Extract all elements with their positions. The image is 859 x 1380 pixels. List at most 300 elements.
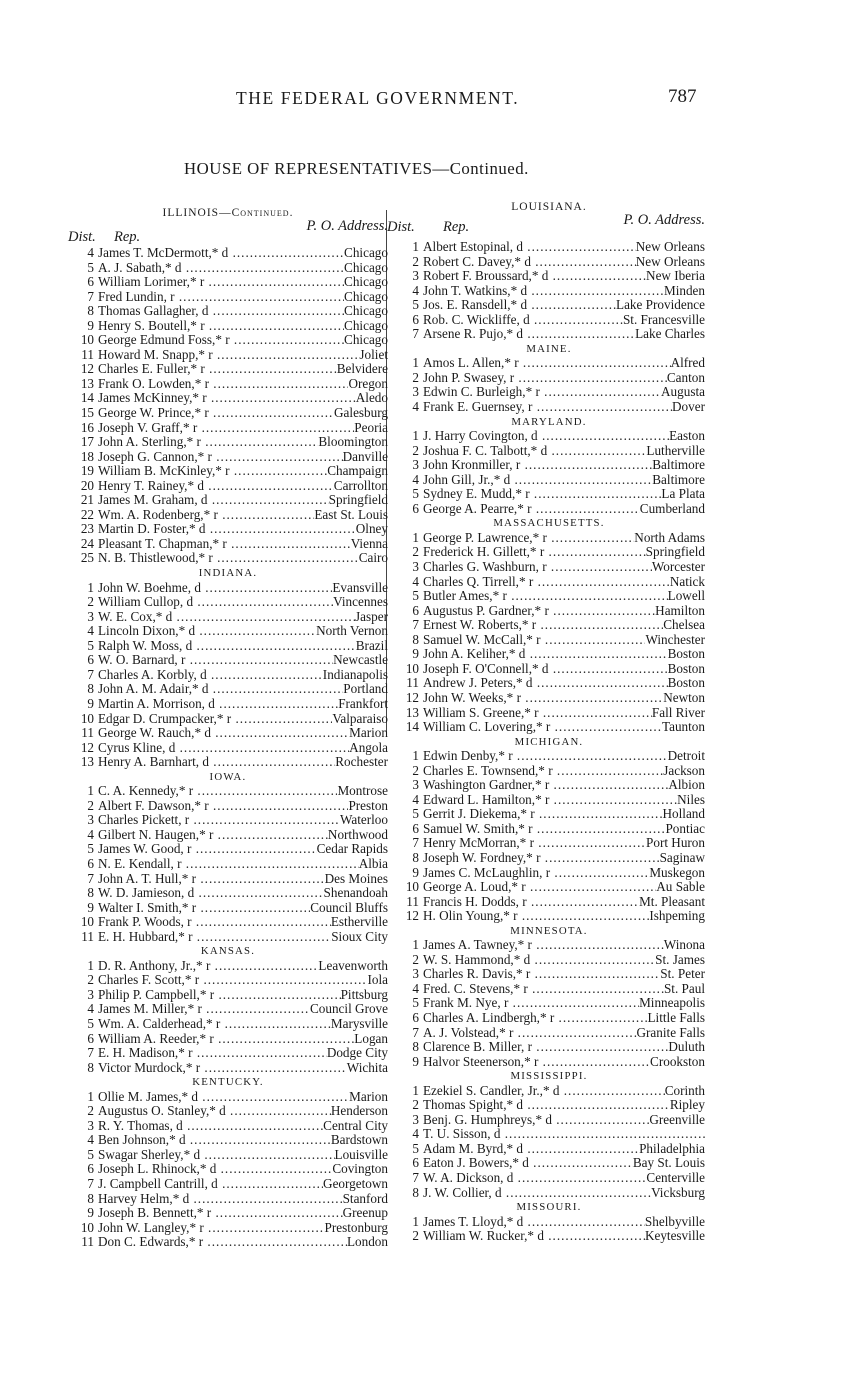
representative-name: J. Harry Covington, d ..... xyxy=(423,429,669,444)
post-office-address: Mt. Pleasant xyxy=(639,893,705,909)
representative-row xyxy=(393,1229,705,1244)
post-office-address: Carrollton xyxy=(333,477,388,493)
representative-row xyxy=(393,647,705,662)
district-number: 3 xyxy=(412,966,419,982)
district-number: 10 xyxy=(80,332,94,348)
district-number: 3 xyxy=(87,1117,94,1133)
district-number: 1 xyxy=(87,1088,94,1104)
post-office-address: Council Bluffs xyxy=(310,899,388,915)
district-number: 3 xyxy=(412,384,419,400)
district-number: 2 xyxy=(87,972,94,988)
representative-row xyxy=(393,618,705,633)
rep-header: Rep. xyxy=(114,229,141,245)
representative-row xyxy=(68,435,388,450)
representative-row xyxy=(68,813,388,828)
post-office-address: Springfield xyxy=(645,544,705,560)
representative-row xyxy=(393,793,705,808)
representative-name: Lincoln Dixon,* d ..... xyxy=(98,624,316,639)
district-number: 4 xyxy=(412,471,419,487)
representative-row xyxy=(68,333,388,348)
representative-row xyxy=(68,391,388,406)
representative-name: J. W. Collier, d ..... xyxy=(423,1186,651,1201)
district-number: 7 xyxy=(412,1024,419,1040)
district-number: 4 xyxy=(412,791,419,807)
district-number: 6 xyxy=(412,1009,419,1025)
representative-row xyxy=(68,668,388,683)
representative-name: John Kronmiller, r ..... xyxy=(423,458,652,473)
representative-row xyxy=(68,1162,388,1177)
district-number: 5 xyxy=(412,486,419,502)
representative-row xyxy=(393,560,705,575)
district-number: 5 xyxy=(412,995,419,1011)
district-number: 5 xyxy=(87,259,94,275)
representative-name: Arsene R. Pujo,* d ..... xyxy=(423,327,635,342)
post-office-address: Greenville xyxy=(649,1111,705,1127)
district-number: 6 xyxy=(87,1030,94,1046)
district-number: 11 xyxy=(81,346,94,362)
representative-name: E. H. Hubbard,* r ..... xyxy=(98,930,331,945)
post-office-address: St. Paul xyxy=(663,980,705,996)
representative-name: George W. Prince,* r ..... xyxy=(98,406,334,421)
post-office-address: Baltimore xyxy=(652,457,705,473)
representative-row xyxy=(68,988,388,1003)
post-office-address: Ripley xyxy=(669,1097,705,1113)
representative-row xyxy=(68,537,388,552)
post-office-address: St. Francesville xyxy=(622,311,705,327)
representative-row xyxy=(68,493,388,508)
post-office-address: Canton xyxy=(666,369,705,385)
district-number: 15 xyxy=(80,405,94,421)
state-heading: KENTUCKY. xyxy=(192,1076,264,1089)
district-number: 8 xyxy=(412,1184,419,1200)
district-number: 7 xyxy=(87,870,94,886)
post-office-address: Prestonburg xyxy=(324,1219,388,1235)
representative-name: Charles E. Townsend,* r ..... xyxy=(423,764,663,779)
district-number: 8 xyxy=(87,1190,94,1206)
post-office-address: Frankfort xyxy=(338,695,388,711)
representative-name: John W. Weeks,* r ..... xyxy=(423,691,663,706)
representative-name: William C. Lovering,* r ..... xyxy=(423,720,662,735)
representative-row xyxy=(68,639,388,654)
district-number: 2 xyxy=(87,797,94,813)
representative-name: Halvor Steenerson,* r ..... xyxy=(423,1055,650,1070)
state-heading: MINNESOTA. xyxy=(510,924,588,937)
post-office-address: Logan xyxy=(354,1030,388,1046)
post-office-address: North Vernon xyxy=(316,623,388,639)
district-number: 9 xyxy=(87,1205,94,1221)
post-office-address: Dodge City xyxy=(326,1045,388,1061)
representative-name: John W. Langley,* r ..... xyxy=(98,1221,325,1236)
address-header: P. O. Address. xyxy=(623,212,705,228)
district-number: 1 xyxy=(412,428,419,444)
post-office-address: Iola xyxy=(367,972,388,988)
representative-row xyxy=(68,1192,388,1207)
post-office-address: Galesburg xyxy=(334,405,388,421)
representative-row xyxy=(68,610,388,625)
district-number: 4 xyxy=(412,282,419,298)
district-number: 7 xyxy=(87,1176,94,1191)
district-number: 4 xyxy=(412,1126,419,1142)
representative-name: Ernest W. Roberts,* r ..... xyxy=(423,618,663,633)
representative-name: William Lorimer,* r ..... xyxy=(98,275,344,290)
post-office-address: Natick xyxy=(669,573,705,589)
representative-name: Charles R. Davis,* r ..... xyxy=(423,967,660,982)
representative-name: John W. Boehme, d ..... xyxy=(98,581,332,596)
representative-name: Gerrit J. Diekema,* r ..... xyxy=(423,807,663,822)
district-number: 6 xyxy=(87,855,94,871)
representative-name: Gilbert N. Haugen,* r ..... xyxy=(98,828,328,843)
representative-row xyxy=(393,356,705,371)
representative-name: Frank P. Woods, r ..... xyxy=(98,915,331,930)
post-office-address: Portland xyxy=(343,681,388,697)
representative-name: John A. M. Adair,* d ..... xyxy=(98,682,343,697)
representative-name: Jos. E. Ransdell,* d ..... xyxy=(423,298,616,313)
post-office-address: Lake Charles xyxy=(635,326,705,342)
representative-row xyxy=(393,895,705,910)
representative-name: Joseph L. Rhinock,* d ..... xyxy=(98,1162,332,1177)
representative-name: E. H. Madison,* r ..... xyxy=(98,1046,327,1061)
district-number: 2 xyxy=(412,1228,419,1244)
representative-name: Joseph W. Fordney,* r ..... xyxy=(423,851,660,866)
district-number: 10 xyxy=(80,710,94,726)
district-number: 3 xyxy=(412,559,419,575)
representative-row xyxy=(68,959,388,974)
representative-row xyxy=(393,545,705,560)
representative-row xyxy=(393,764,705,779)
district-number: 11 xyxy=(81,725,94,741)
representative-name: John Gill, Jr.,* d ..... xyxy=(423,473,652,488)
post-office-address: Alfred xyxy=(670,355,705,371)
post-office-address: Evansville xyxy=(332,579,388,595)
representative-row xyxy=(393,531,705,546)
representative-name: Martin D. Foster,* d ..... xyxy=(98,522,356,537)
post-office-address: Marysville xyxy=(330,1015,388,1031)
left-entries xyxy=(68,246,388,1250)
representative-name: W. S. Hammond,* d ..... xyxy=(423,953,655,968)
representative-row xyxy=(393,822,705,837)
post-office-address: Chicago xyxy=(344,288,388,304)
district-number: 5 xyxy=(87,1015,94,1031)
representative-name: H. Olin Young,* r ..... xyxy=(423,909,649,924)
post-office-address: Keytesville xyxy=(644,1228,705,1244)
representative-name: James W. Good, r ..... xyxy=(98,842,317,857)
post-office-address: Pittsburg xyxy=(340,986,388,1002)
representative-name: Charles A. Korbly, d ..... xyxy=(98,668,323,683)
district-number: 7 xyxy=(412,326,419,342)
representative-row xyxy=(68,915,388,930)
representative-name: James M. Graham, d ..... xyxy=(98,493,329,508)
representative-row xyxy=(393,371,705,386)
district-number: 12 xyxy=(80,739,94,755)
representative-name: A. J. Volstead,* r ..... xyxy=(423,1026,637,1041)
district-number: 23 xyxy=(80,521,94,537)
representative-row xyxy=(393,575,705,590)
post-office-address: Corinth xyxy=(664,1082,705,1098)
representative-row xyxy=(393,836,705,851)
representative-name: Washington Gardner,* r ..... xyxy=(423,778,668,793)
representative-row xyxy=(68,1002,388,1017)
representative-name: Joshua F. C. Talbott,* d ..... xyxy=(423,444,646,459)
post-office-address: Central City xyxy=(323,1117,388,1133)
representative-name: John A. Keliher,* d ..... xyxy=(423,647,668,662)
post-office-address: Cedar Rapids xyxy=(316,841,388,857)
district-number: 3 xyxy=(412,1111,419,1127)
post-office-address: Albia xyxy=(358,855,388,871)
district-number: 5 xyxy=(412,1140,419,1156)
representative-name: George A. Loud,* r ..... xyxy=(423,880,656,895)
district-number: 6 xyxy=(412,602,419,618)
representative-name: James C. McLaughlin, r ..... xyxy=(423,866,649,881)
district-number: 8 xyxy=(87,303,94,319)
district-number: 9 xyxy=(412,864,419,880)
representative-row xyxy=(393,1011,705,1026)
representative-row xyxy=(393,676,705,691)
post-office-address: Louisville xyxy=(334,1146,388,1162)
district-number: 24 xyxy=(80,535,94,551)
post-office-address: Danville xyxy=(342,448,388,464)
state-heading: MISSOURI. xyxy=(516,1201,582,1214)
post-office-address: Taunton xyxy=(661,719,705,735)
representative-row xyxy=(68,246,388,261)
state-heading: INDIANA. xyxy=(198,567,258,580)
district-number: 4 xyxy=(87,623,94,639)
representative-row xyxy=(68,828,388,843)
representative-row xyxy=(393,953,705,968)
post-office-address: Georgetown xyxy=(323,1176,388,1191)
representative-name: Ralph W. Moss, d ..... xyxy=(98,639,356,654)
representative-row xyxy=(68,522,388,537)
representative-name: T. U. Sisson, d ..... xyxy=(423,1127,705,1142)
district-number: 10 xyxy=(405,660,419,676)
representative-row xyxy=(68,653,388,668)
representative-row xyxy=(68,1090,388,1105)
representative-row xyxy=(393,880,705,895)
post-office-address: East St. Louis xyxy=(314,506,388,522)
representative-row xyxy=(68,304,388,319)
representative-row xyxy=(393,996,705,1011)
representative-row xyxy=(393,444,705,459)
district-number: 8 xyxy=(412,849,419,865)
district-number: 14 xyxy=(405,719,419,735)
representative-name: James M. Miller,* r ..... xyxy=(98,1002,310,1017)
representative-name: Henry A. Barnhart, d ..... xyxy=(98,755,335,770)
district-number: 4 xyxy=(412,980,419,996)
district-number: 3 xyxy=(412,777,419,793)
representative-name: William W. Rucker,* d ..... xyxy=(423,1229,645,1244)
post-office-address: New Iberia xyxy=(646,268,705,284)
district-number: 6 xyxy=(87,652,94,668)
representative-row xyxy=(393,1113,705,1128)
representative-row xyxy=(393,1040,705,1055)
district-number: 4 xyxy=(412,399,419,415)
right-column-heading: LOUISIANA. xyxy=(511,201,587,213)
post-office-address: Des Moines xyxy=(324,870,388,886)
representative-row xyxy=(68,712,388,727)
representative-name: N. B. Thistlewood,* r ..... xyxy=(98,551,359,566)
post-office-address: New Orleans xyxy=(635,239,705,254)
representative-row xyxy=(393,1127,705,1142)
representative-name: Benj. G. Humphreys,* d ..... xyxy=(423,1113,649,1128)
post-office-address: Greenup xyxy=(342,1205,388,1221)
district-number: 7 xyxy=(87,288,94,304)
representative-row xyxy=(68,1235,388,1250)
district-number: 10 xyxy=(80,914,94,930)
representative-name: Wm. A. Calderhead,* r ..... xyxy=(98,1017,331,1032)
representative-name: Henry T. Rainey,* d ..... xyxy=(98,479,334,494)
post-office-address: Holland xyxy=(662,806,705,822)
representative-row xyxy=(68,1133,388,1148)
representative-name: Augustus O. Stanley,* d ..... xyxy=(98,1104,331,1119)
district-number: 6 xyxy=(412,820,419,836)
representative-name: Philip P. Campbell,* r ..... xyxy=(98,988,341,1003)
district-number: 13 xyxy=(80,754,94,770)
representative-row xyxy=(393,1171,705,1186)
representative-row xyxy=(393,400,705,415)
post-office-address: Northwood xyxy=(327,826,388,842)
district-number: 1 xyxy=(412,355,419,371)
representative-row xyxy=(393,909,705,924)
representative-name: Victor Murdock,* r ..... xyxy=(98,1061,347,1076)
representative-row xyxy=(68,377,388,392)
post-office-address: Wichita xyxy=(346,1059,388,1075)
representative-name: Clarence B. Miller, r ..... xyxy=(423,1040,668,1055)
district-number: 2 xyxy=(412,253,419,269)
district-number: 11 xyxy=(406,675,419,691)
district-number: 9 xyxy=(87,317,94,333)
post-office-address: Cumberland xyxy=(639,500,705,516)
page-number: 787 xyxy=(668,86,697,107)
representative-row xyxy=(68,1032,388,1047)
district-number: 12 xyxy=(405,908,419,924)
representative-row xyxy=(393,1156,705,1171)
post-office-address: Angola xyxy=(349,739,388,755)
post-office-address: Little Falls xyxy=(647,1009,705,1025)
representative-name: Fred. C. Stevens,* r ..... xyxy=(423,982,664,997)
representative-row xyxy=(393,487,705,502)
representative-row xyxy=(393,720,705,735)
post-office-address: Jackson xyxy=(663,762,705,778)
representative-row xyxy=(68,508,388,523)
district-number: 12 xyxy=(405,689,419,705)
post-office-address: Boston xyxy=(667,660,705,676)
representative-row xyxy=(68,799,388,814)
representative-row xyxy=(68,1148,388,1163)
district-number: 11 xyxy=(406,893,419,909)
right-column xyxy=(387,199,705,1244)
representative-name: Ezekiel S. Candler, Jr.,* d ..... xyxy=(423,1084,665,1099)
representative-row xyxy=(68,930,388,945)
representative-name: Charles E. Fuller,* r ..... xyxy=(98,362,337,377)
post-office-address: Estherville xyxy=(330,914,388,930)
representative-row xyxy=(393,662,705,677)
post-office-address: Newton xyxy=(663,689,705,705)
district-number: 3 xyxy=(87,986,94,1002)
representative-row xyxy=(68,842,388,857)
post-office-address: Shenandoah xyxy=(323,885,388,901)
post-office-address: Olney xyxy=(355,521,388,537)
representative-row xyxy=(68,290,388,305)
representative-name: Edgar D. Crumpacker,* r ..... xyxy=(98,712,332,727)
representative-row xyxy=(68,1104,388,1119)
representative-row xyxy=(68,595,388,610)
district-number: 5 xyxy=(412,297,419,313)
district-number: 3 xyxy=(87,812,94,828)
post-office-address: Baltimore xyxy=(652,471,705,487)
post-office-address: Bardstown xyxy=(330,1132,388,1148)
district-number: 7 xyxy=(412,1170,419,1185)
post-office-address: Chicago xyxy=(344,332,388,348)
district-number: 6 xyxy=(87,1161,94,1177)
representative-name: Edward L. Hamilton,* r ..... xyxy=(423,793,677,808)
post-office-address: Council Grove xyxy=(309,1001,388,1017)
left-column xyxy=(68,205,388,1250)
representative-name: Walter I. Smith,* r ..... xyxy=(98,901,310,916)
representative-row xyxy=(68,682,388,697)
representative-name: N. E. Kendall, r ..... xyxy=(98,857,359,872)
representative-row xyxy=(68,275,388,290)
post-office-address: Crookston xyxy=(650,1053,705,1069)
representative-name: William A. Reeder,* r ..... xyxy=(98,1032,354,1047)
post-office-address: Boston xyxy=(667,675,705,691)
representative-name: Francis H. Dodds, r ..... xyxy=(423,895,639,910)
representative-name: Charles Pickett, r ..... xyxy=(98,813,340,828)
representative-name: R. Y. Thomas, d ..... xyxy=(98,1119,323,1134)
post-office-address: Lowell xyxy=(667,588,705,604)
representative-row xyxy=(393,706,705,721)
representative-row xyxy=(68,450,388,465)
district-number: 9 xyxy=(412,1053,419,1069)
district-number: 3 xyxy=(87,608,94,624)
representative-row xyxy=(393,502,705,517)
post-office-address: Centerville xyxy=(646,1170,705,1185)
representative-name: Samuel W. McCall,* r ..... xyxy=(423,633,645,648)
representative-row xyxy=(393,429,705,444)
state-heading: MARYLAND. xyxy=(511,415,587,428)
representative-name: Augustus P. Gardner,* r ..... xyxy=(423,604,655,619)
representative-name: Henry S. Boutell,* r ..... xyxy=(98,319,344,334)
representative-row xyxy=(393,313,705,328)
post-office-address: Vincennes xyxy=(333,594,388,610)
representative-row xyxy=(393,473,705,488)
representative-name: Edwin C. Burleigh,* r ..... xyxy=(423,385,661,400)
representative-name: Frederick H. Gillett,* r ..... xyxy=(423,545,646,560)
post-office-address: Winchester xyxy=(645,631,705,647)
district-number: 2 xyxy=(412,762,419,778)
representative-row xyxy=(68,551,388,566)
post-office-address: Sioux City xyxy=(331,928,388,944)
district-number: 2 xyxy=(87,1103,94,1119)
representative-name: John A. Sterling,* r ..... xyxy=(98,435,318,450)
post-office-address: La Plata xyxy=(661,486,705,502)
representative-row xyxy=(68,1119,388,1134)
representative-row xyxy=(68,1061,388,1076)
post-office-address: Minneapolis xyxy=(639,995,705,1011)
representative-row xyxy=(393,284,705,299)
district-number: 1 xyxy=(412,239,419,254)
post-office-address: Bay St. Louis xyxy=(632,1155,705,1171)
district-number: 1 xyxy=(412,748,419,764)
representative-name: Frank E. Guernsey, r ..... xyxy=(423,400,672,415)
representative-name: Sydney E. Mudd,* r ..... xyxy=(423,487,661,502)
post-office-address: Marion xyxy=(349,725,388,741)
post-office-address: Preston xyxy=(348,797,388,813)
post-office-address: Easton xyxy=(669,428,705,444)
post-office-address: Granite Falls xyxy=(636,1024,705,1040)
post-office-address: Pontiac xyxy=(665,820,705,836)
post-office-address: Leavenworth xyxy=(318,957,388,973)
post-office-address: Hamilton xyxy=(655,602,705,618)
representative-name: Edwin Denby,* r ..... xyxy=(423,749,668,764)
